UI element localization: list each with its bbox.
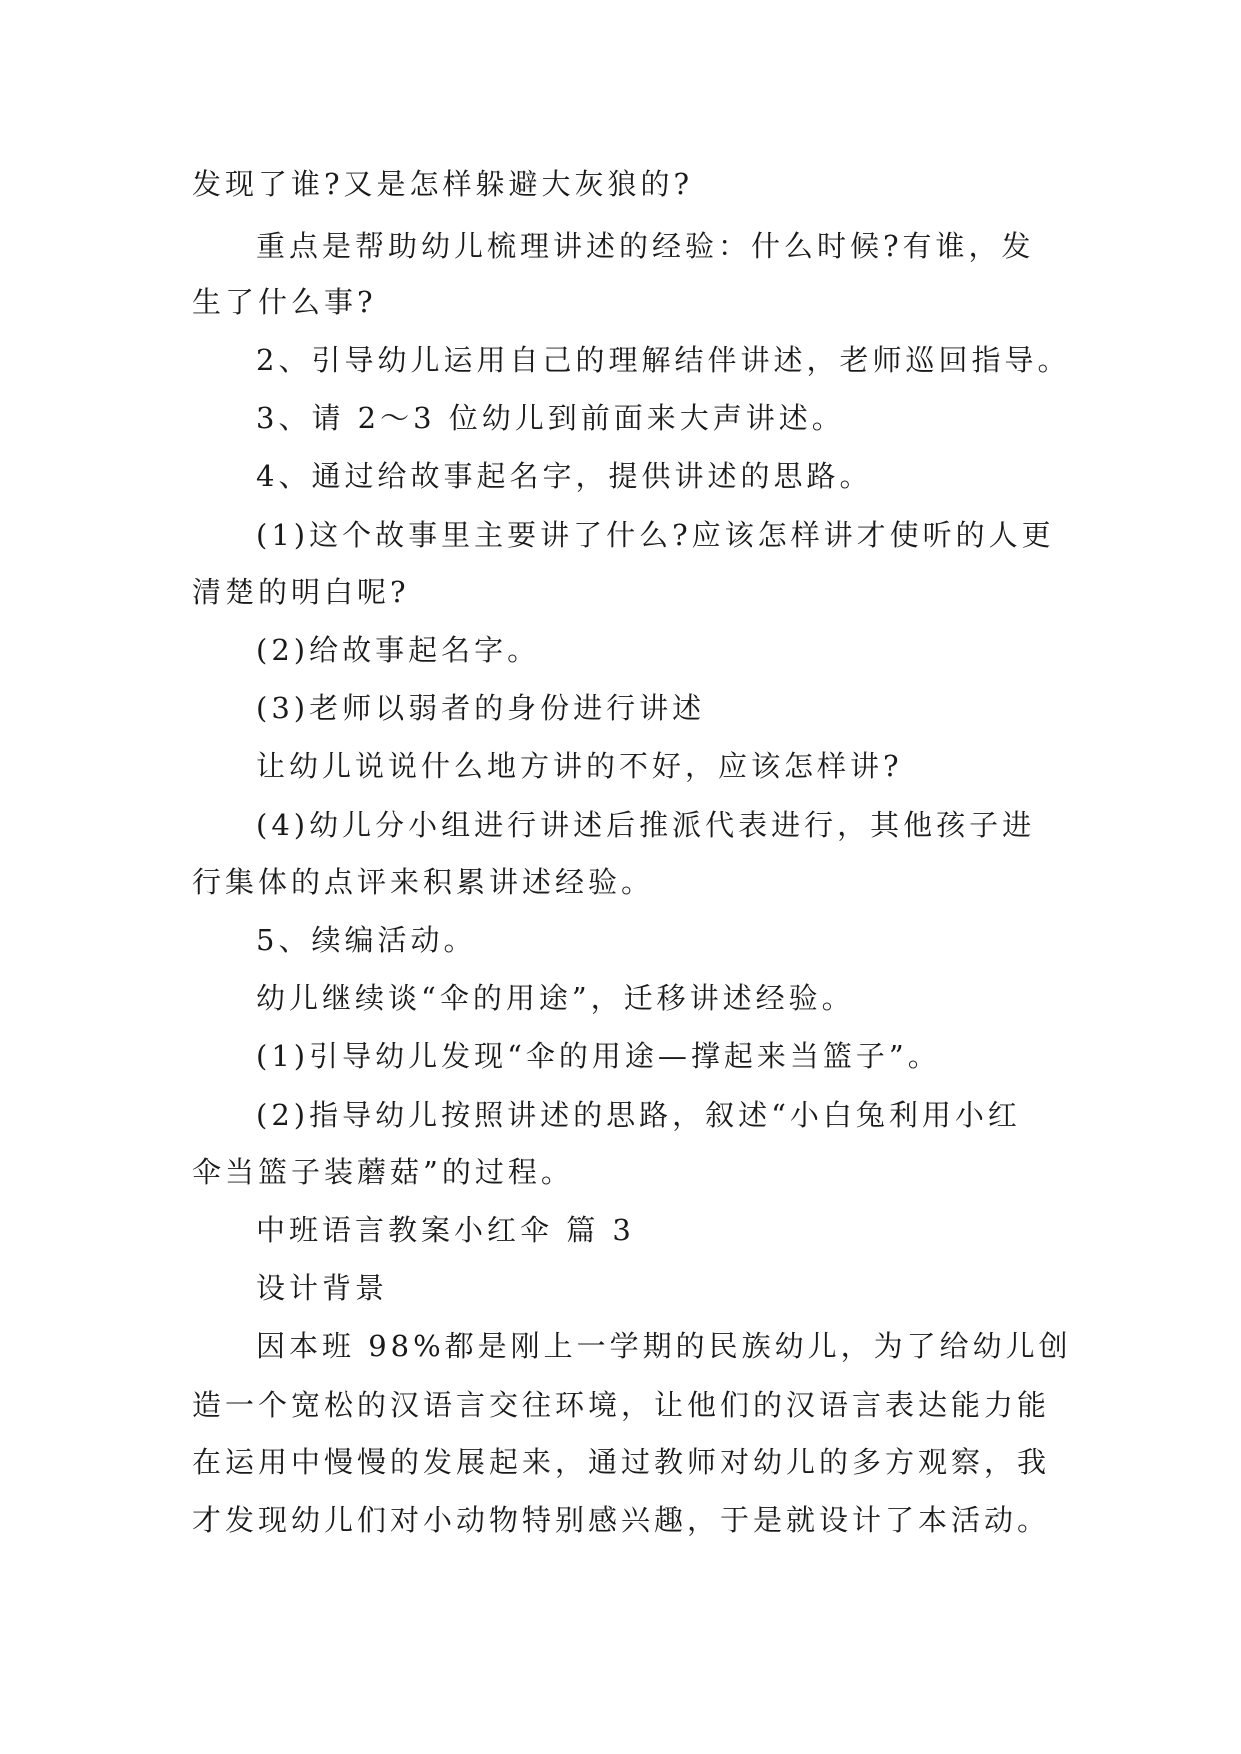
- text-line: 5、续编活动。: [256, 923, 477, 957]
- text-line: 发现了谁?又是怎样躲避大灰狼的?: [192, 167, 694, 201]
- text-line: (4)幼儿分小组进行讲述后推派代表进行，其他孩子进: [256, 808, 1036, 842]
- text-line: (2)指导幼儿按照讲述的思路，叙述“小白兔利用小红: [256, 1098, 1021, 1132]
- text-line: 才发现幼儿们对小动物特别感兴趣，于是就设计了本活动。: [192, 1503, 1051, 1537]
- text-line: 4、通过给故事起名字，提供讲述的思路。: [256, 459, 873, 493]
- text-line: 造一个宽松的汉语言交往环境，让他们的汉语言表达能力能: [192, 1388, 1051, 1422]
- text-line: 在运用中慢慢的发展起来，通过教师对幼儿的多方观察，我: [192, 1445, 1051, 1479]
- text-line: 重点是帮助幼儿梳理讲述的经验：什么时候?有谁，发: [256, 229, 1035, 263]
- text-line: 3、请 2～3 位幼儿到前面来大声讲述。: [256, 401, 845, 435]
- text-line: 让幼儿说说什么地方讲的不好，应该怎样讲?: [256, 749, 903, 783]
- text-line: 幼儿继续谈“伞的用途”，迁移讲述经验。: [256, 981, 855, 1015]
- text-line: (1)这个故事里主要讲了什么?应该怎样讲才使听的人更: [256, 518, 1055, 552]
- section-subheading: 设计背景: [256, 1271, 389, 1305]
- text-line: 2、引导幼儿运用自己的理解结伴讲述，老师巡回指导。: [256, 343, 1071, 377]
- text-line: (2)给故事起名字。: [256, 633, 541, 667]
- text-line: (1)引导幼儿发现“伞的用途—撑起来当篮子”。: [256, 1039, 941, 1073]
- text-line: 伞当篮子装蘑菇”的过程。: [192, 1155, 574, 1189]
- text-line: 生了什么事?: [192, 285, 377, 319]
- text-line: 因本班 98%都是刚上一学期的民族幼儿，为了给幼儿创: [256, 1329, 1072, 1363]
- section-heading: 中班语言教案小红伞 篇 3: [256, 1213, 635, 1247]
- text-line: 清楚的明白呢?: [192, 575, 410, 609]
- text-line: (3)老师以弱者的身份进行讲述: [256, 691, 706, 725]
- text-line: 行集体的点评来积累讲述经验。: [192, 865, 655, 899]
